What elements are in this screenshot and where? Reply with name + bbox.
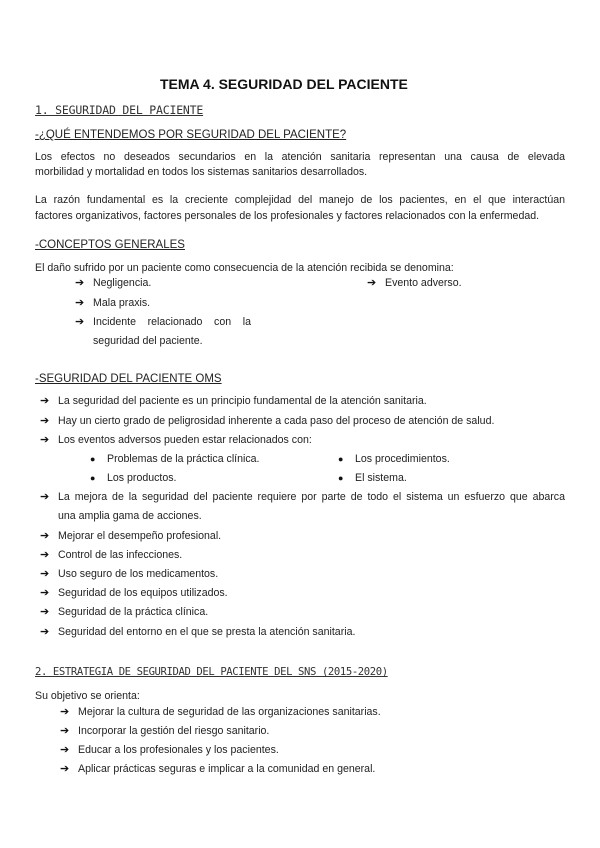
arrow-icon: ➔ xyxy=(367,277,377,289)
paragraph-2-line-2: factores organizativos, factores personales de los profesionales y factores relacionados con la enfermedad. xyxy=(35,210,540,222)
list-item: Seguridad del entorno en el que se presta la atención sanitaria. xyxy=(58,626,356,638)
bullet-icon: ● xyxy=(90,454,96,464)
list-item: Mejorar el desempeño profesional. xyxy=(58,530,222,542)
list-item: Los procedimientos. xyxy=(355,453,450,465)
list-item: Incorporar la gestión del riesgo sanitario. xyxy=(78,725,270,737)
paragraph-1-line-2: morbilidad y mortalidad en todos los sistemas sanitarios desarrollados. xyxy=(35,166,368,178)
list-item: Aplicar prácticas seguras e implicar a la comunidad en general. xyxy=(78,763,376,775)
list-item: La seguridad del paciente es un principio fundamental de la atención sanitaria. xyxy=(58,395,427,407)
arrow-icon: ➔ xyxy=(40,568,50,580)
list-item: Los productos. xyxy=(107,472,177,484)
arrow-icon: ➔ xyxy=(60,706,70,718)
conceptos-intro: El daño sufrido por un paciente como consecuencia de la atención recibida se denomina: xyxy=(35,262,454,274)
list-item: Los eventos adversos pueden estar relacionados con: xyxy=(58,434,312,446)
arrow-icon: ➔ xyxy=(40,491,50,503)
list-item: La mejora de la seguridad del paciente requiere por parte de todo el sistema un esfuerzo que abarca xyxy=(58,491,565,503)
subheading-conceptos: -CONCEPTOS GENERALES xyxy=(35,239,185,251)
list-item: Hay un cierto grado de peligrosidad inherente a cada paso del proceso de atención de salud. xyxy=(58,415,495,427)
bullet-icon: ● xyxy=(90,473,96,483)
paragraph-1-line-1: Los efectos no deseados secundarios en la atención sanitaria representan una causa de elevada xyxy=(35,151,565,163)
arrow-icon: ➔ xyxy=(40,395,50,407)
page-title: TEMA 4. SEGURIDAD DEL PACIENTE xyxy=(160,76,408,92)
bullet-icon: ● xyxy=(338,454,344,464)
paragraph-2-line-1: La razón fundamental es la creciente complejidad del manejo de los pacientes, en el que interactúan xyxy=(35,194,565,206)
list-item: Evento adverso. xyxy=(385,277,462,289)
section2-intro: Su objetivo se orienta: xyxy=(35,690,140,702)
arrow-icon: ➔ xyxy=(60,725,70,737)
list-item: Seguridad de los equipos utilizados. xyxy=(58,587,228,599)
subheading-oms: -SEGURIDAD DEL PACIENTE OMS xyxy=(35,373,222,385)
list-item: Seguridad de la práctica clínica. xyxy=(58,606,209,618)
list-item: Incidente relacionado con la xyxy=(93,316,251,328)
arrow-icon: ➔ xyxy=(75,277,85,289)
arrow-icon: ➔ xyxy=(40,434,50,446)
arrow-icon: ➔ xyxy=(40,626,50,638)
arrow-icon: ➔ xyxy=(40,549,50,561)
arrow-icon: ➔ xyxy=(40,415,50,427)
list-item: Mejorar la cultura de seguridad de las organizaciones sanitarias. xyxy=(78,706,381,718)
list-item: Uso seguro de los medicamentos. xyxy=(58,568,219,580)
list-item: Negligencia. xyxy=(93,277,152,289)
subheading-question: -¿QUÉ ENTENDEMOS POR SEGURIDAD DEL PACIENTE? xyxy=(35,129,347,141)
list-item-continuation: una amplia gama de acciones. xyxy=(58,510,202,522)
arrow-icon: ➔ xyxy=(40,530,50,542)
arrow-icon: ➔ xyxy=(60,763,70,775)
section-heading-2: 2. ESTRATEGIA DE SEGURIDAD DEL PACIENTE DEL SNS (2015-2020) xyxy=(35,666,388,678)
bullet-icon: ● xyxy=(338,473,344,483)
list-item: seguridad del paciente. xyxy=(93,335,203,347)
list-item: El sistema. xyxy=(355,472,407,484)
list-item: Control de las infecciones. xyxy=(58,549,183,561)
list-item: Educar a los profesionales y los pacientes. xyxy=(78,744,279,756)
arrow-icon: ➔ xyxy=(60,744,70,756)
section-heading-1: 1. SEGURIDAD DEL PACIENTE xyxy=(35,103,204,117)
arrow-icon: ➔ xyxy=(75,297,85,309)
list-item: Problemas de la práctica clínica. xyxy=(107,453,260,465)
arrow-icon: ➔ xyxy=(40,587,50,599)
list-item: Mala praxis. xyxy=(93,297,151,309)
arrow-icon: ➔ xyxy=(40,606,50,618)
arrow-icon: ➔ xyxy=(75,316,85,328)
